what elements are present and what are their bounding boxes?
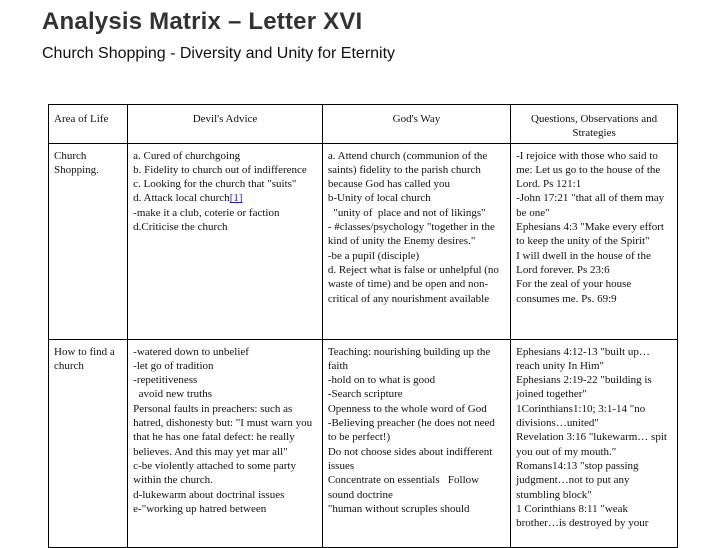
cell-questions [511,339,678,547]
cell-line: - #classes/psychology "together in the kind of unity the Enemy desires." [327,221,498,248]
cell-line: avoid new truths [133,388,212,401]
cell-questions [511,143,678,339]
cell-line: d.Criticise the church [133,221,228,234]
page-title: Analysis Matrix – Letter XVI [42,8,363,35]
cell-line: 1 Corinthians 8:11 "weak brother…is destroyed by your [516,502,649,530]
cell-line: I will dwell in the house of the Lord forever. Ps 23:6 [516,249,654,276]
cell-line-with-footnote [133,191,317,205]
cell-line: e-"working up hatred between [133,502,267,515]
cell-line: -Believing preacher (he does not need to be perfect!) [327,417,498,444]
cell-line: d-lukewarm about doctrinal issues [133,488,285,501]
cell-line: d. Reject what is false or unhelpful (no waste of time) and be open and non-critical of any nourishment available [327,263,502,305]
cell-line: Do not choose sides about indifferent issues [327,445,496,472]
cell-line: Revelation 3:16 "lukewarm… spit you out of my mouth." [516,431,670,458]
cell-line: -I rejoice with those who said to me: Let us go to the house of the Lord. Ps 121:1 [516,149,664,191]
cell-gods-way [322,339,510,547]
cell-area: How to find a church [49,339,128,547]
cell-line: c. Looking for the church that "suits" [133,178,297,191]
cell-line: Teaching: nourishing building up the faith [327,345,493,372]
cell-line: Personal faults in preachers: such as hatred, dishonesty but: "I must warn you that he has one fatal defect: he really believes. And this may yet mar all" [133,402,315,458]
cell-line: b-Unity of local church [327,192,431,205]
header-questions: Questions, Observations and Strategies [511,105,678,144]
footnote-link[interactable]: [1] [229,192,243,205]
cell-line: -be a pupil (disciple) [327,249,420,262]
cell-line: -hold on to what is good [327,374,436,387]
cell-devil-advice [128,339,323,547]
cell-line: a. Attend church (communion of the saints) fidelity to the parish church because God has called you [327,149,491,191]
cell-line: Ephesians 4:12-13 "built up… reach unity In Him" [516,345,653,372]
cell-area: Church Shopping. [49,143,128,339]
cell-line: c-be violently attached to some party within the church. [133,459,299,487]
analysis-matrix-table [48,104,678,548]
cell-line: Ephesians 2:19-22 "building is joined together" [516,374,655,401]
cell-line: -Search scripture [327,388,403,401]
header-gods-way: God's Way [322,105,510,144]
table-header-row [49,105,678,144]
cell-line: For the zeal of your house consumes me. Ps. 69:9 [516,278,635,305]
cell-line: -John 17:21 "that all of them may be one" [516,192,667,219]
cell-line: -repetitiveness [133,374,198,387]
page-subtitle: Church Shopping - Diversity and Unity for Eternity [42,45,396,62]
cell-line: -make it a club, coterie or faction [133,206,280,219]
cell-line: a. Cured of churchgoing [133,149,241,162]
cell-line: Openness to the whole word of God [327,402,487,415]
cell-line: "human without scruples should [327,502,470,515]
cell-line: Ephesians 4:3 "Make every effort to keep the unity of the Spirit" [516,221,667,248]
header-area-of-life: Area of Life [49,105,128,144]
cell-line-text: d. Attack local church [133,192,230,205]
cell-line: -let go of tradition [133,359,214,372]
table-row [49,339,678,547]
cell-gods-way [322,143,510,339]
cell-line: Concentrate on essentials Follow sound doctrine [327,474,482,501]
table-row [49,143,678,339]
cell-line: "unity of place and not of likings" [327,206,486,219]
cell-line: -watered down to unbelief [133,345,249,358]
cell-line: 1Corinthians1:10; 3:1-14 "no divisions…united" [516,402,649,430]
cell-line: b. Fidelity to church out of indifference [133,163,307,176]
cell-line: Romans14:13 "stop passing judgment…not to put any stumbling block" [516,459,642,501]
cell-devil-advice [128,143,323,339]
header-devils-advice: Devil's Advice [128,105,323,144]
